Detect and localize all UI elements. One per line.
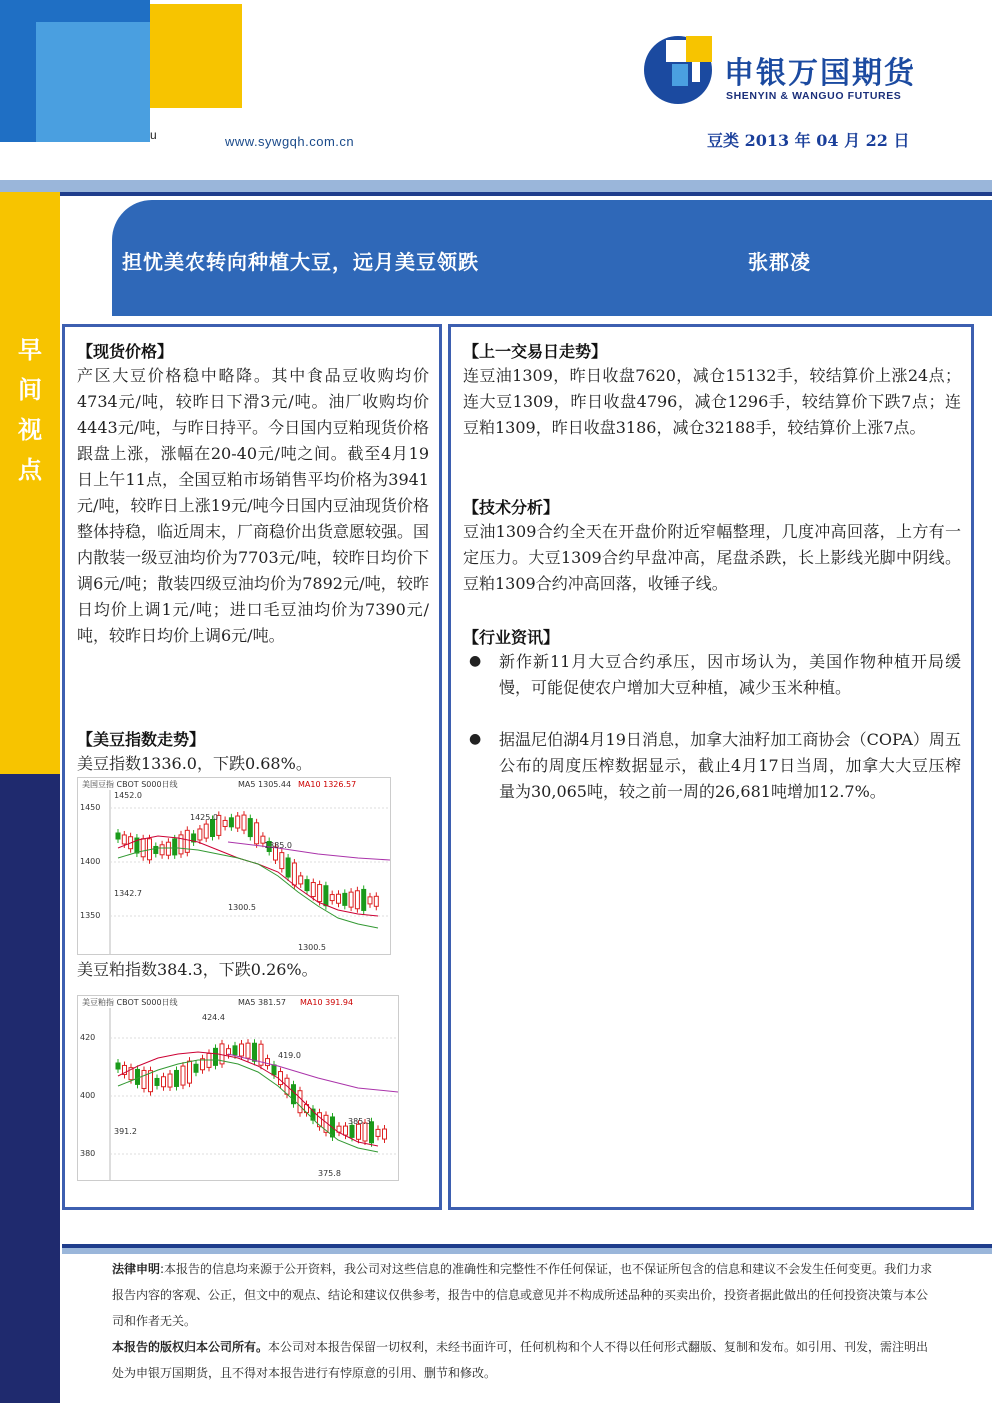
candle (166, 842, 170, 855)
soy-index-heading: 【美豆指数走势】 (77, 730, 206, 749)
logo-text-en: SHENYIN & WANGUO FUTURES (726, 90, 902, 102)
candle (160, 845, 164, 855)
candle (162, 1077, 166, 1087)
chart1-label: 1300.5 (228, 903, 256, 912)
candle (214, 1048, 218, 1065)
candle (242, 815, 246, 830)
chart1-label: 1425.0 (190, 813, 218, 822)
candle (272, 1065, 276, 1075)
candle (343, 893, 347, 905)
news-item: 据温尼伯湖4月19日消息，加拿大油籽加工商协会（COPA）周五公布的周度压榨数据显示，截止4月17日当周，加拿大大豆压榨量为30,065吨，较之前一周的26,681吨增加12.7%。 (499, 730, 961, 801)
soy-index-chart (77, 777, 391, 955)
candle (155, 1078, 159, 1085)
candle (376, 1129, 380, 1136)
bullet-icon: ● (469, 731, 482, 747)
candle (175, 1070, 179, 1086)
candle (311, 883, 315, 897)
tech-analysis-body: 豆油1309合约全天在开盘价附近窄幅整理，几度冲高回落，上方有一定压力。大豆1309合约早盘冲高，尾盘杀跌，长上影线光脚中阴线。豆粕1309合约冲高回落，收锤子线。 (463, 522, 961, 593)
candle (362, 889, 366, 910)
candle (253, 1043, 257, 1061)
candle (337, 894, 341, 903)
candle (318, 885, 322, 902)
legal-statement (112, 1256, 938, 1334)
candle (240, 1044, 244, 1056)
candle (355, 891, 359, 909)
candle (179, 835, 183, 854)
chart1-ma10: MA10 1326.57 (298, 780, 357, 789)
news-item: 新作新11月大豆合约承压，因市场认为，美国作物种植开局缓慢，可能促使农户增加大豆种植，减少玉米种植。 (499, 652, 961, 697)
chart1-label: 1342.7 (114, 889, 142, 898)
chart2-label: 424.4 (202, 1013, 225, 1022)
chart2-label: 375.8 (318, 1169, 341, 1178)
prev-day-body: 连豆油1309，昨日收盘7620，减仓15132手，较结算价上涨24点；连大豆1309，昨日收盘4796，减仓1296手，较结算价下跌7点；连豆粕1309，昨日收盘3186，减仓32188手，较结算价上涨7点。 (463, 366, 961, 437)
candle (292, 863, 296, 885)
copyright-text: 本公司对本报告保留一切权利，未经书面许可，任何机构和个人不得以任何形式翻版、复制和发布。如引用、刊发，需注明出处为申银万国期货，且不得对本报告进行有悖原意的引用、删节和修改。 (112, 1340, 929, 1380)
footer-rule-light (62, 1248, 992, 1254)
candle (255, 823, 259, 844)
candle (357, 1124, 361, 1139)
header-decor-yellow (150, 4, 242, 108)
chart2-ytick: 420 (80, 1033, 96, 1042)
chart2-title: 美豆粕指 CBOT S000日线 (82, 998, 178, 1007)
candle (198, 829, 202, 840)
chart2-label: 385.3 (348, 1117, 371, 1126)
candle (136, 1069, 140, 1084)
copyright-label: 本报告的版权归本公司所有。 (112, 1340, 269, 1354)
candle (246, 1043, 250, 1058)
spot-price-body: 产区大豆价格稳中略降。其中食品豆收购均价4734元/吨，较昨日下滑3元/吨。油厂收购均价4443元/吨，与昨日持平。今日国内豆粕现货价格跟盘上涨，涨幅在20-40元/吨之间。截至4月19日上午11点，全国豆粕市场销售平均价格为3941元/吨，较昨日上涨19元/吨今日国内豆油现货价格整体持稳，临近周末，厂商稳价出货意愿较强。国内散装一级豆油均价为7703元/吨，较昨日均价下调6元/吨；散装四级豆油均价为7892元/吨，较昨日均价上调1元/吨；进口毛豆油均价为7390元/吨，较昨日均价上调6元/吨。 (77, 366, 430, 645)
candle (116, 833, 120, 839)
report-title: 担忧美农转向种植大豆，远月美豆领跌 (122, 250, 479, 274)
legal-text: :本报告的信息均来源于公开资料，我公司对这些信息的准确性和完整性不作任何保证，也不保证所包含的信息和建议不会发生任何变更。我们力求报告内容的客观、公正，但文中的观点、结论和建议仅供参考，报告中的信息或意见并不构成所述品种的买卖出价，投资者据此做出的任何投资决策与本公司和作者无关。 (112, 1262, 933, 1328)
header-decor-lightblue (36, 22, 150, 142)
left-panel (62, 324, 442, 1210)
candle (305, 880, 309, 891)
right-panel (448, 324, 974, 1210)
candle (286, 858, 290, 877)
candle (122, 835, 126, 844)
candle (173, 839, 177, 855)
chart1-label: 1300.5 (298, 943, 326, 952)
site-url[interactable]: www.sywgqh.com.cn (225, 134, 355, 149)
meal-index-text: 美豆粕指数384.3，下跌0.26%。 (77, 960, 318, 979)
copyright-statement (112, 1334, 938, 1386)
meal-index-chart (77, 995, 399, 1181)
candle (280, 853, 284, 869)
candle (383, 1129, 387, 1139)
candle (299, 876, 303, 884)
candle (374, 896, 378, 906)
prev-day-heading: 【上一交易日走势】 (463, 342, 608, 361)
chart1-ma5: MA5 1305.44 (238, 780, 292, 789)
candle (349, 892, 353, 907)
candle (116, 1063, 120, 1069)
candle (298, 1091, 302, 1113)
chart1-ytick: 1350 (80, 911, 101, 920)
chart1-ytick: 1400 (80, 857, 101, 866)
report-date: 豆类 2013 年 04 月 22 日 (707, 131, 910, 150)
candle (233, 1046, 237, 1055)
chart2-ytick: 400 (80, 1091, 96, 1100)
candle (188, 1061, 192, 1083)
header-rule (0, 180, 992, 192)
industry-news-heading: 【行业资讯】 (463, 628, 560, 647)
chart1-label: 1385.0 (264, 841, 292, 850)
candle (350, 1125, 354, 1137)
candle (279, 1072, 283, 1085)
chart2-label: 391.2 (114, 1127, 137, 1136)
candle (344, 1126, 348, 1135)
chart2-ma10: MA10 391.94 (300, 998, 354, 1007)
side-label: 早 间 视 点 (18, 336, 42, 484)
candle (168, 1074, 172, 1087)
header-rule-dark (60, 192, 992, 196)
candle (194, 1064, 198, 1072)
candle (248, 819, 252, 837)
candle (330, 895, 334, 901)
chart2-ma5: MA5 381.57 (238, 998, 286, 1007)
legal-label: 法律申明 (112, 1262, 161, 1276)
chart1-label: 1452.0 (114, 791, 142, 800)
candle (141, 839, 145, 857)
header-small-mark: u (150, 128, 157, 142)
candle (154, 846, 158, 853)
chart1-ytick: 1450 (80, 803, 101, 812)
logo-text-cn: 申银万国期货 (724, 56, 916, 91)
side-column-blue (0, 774, 60, 1403)
candle (324, 886, 328, 906)
candle (229, 818, 233, 827)
soy-index-text: 美豆指数1336.0，下跌0.68%。 (77, 754, 312, 773)
candle (368, 897, 372, 904)
candle (236, 816, 240, 828)
chart2-ytick: 380 (80, 1149, 96, 1158)
spot-price-heading: 【现货价格】 (77, 342, 174, 361)
candle (142, 1070, 146, 1088)
chart2-label: 419.0 (278, 1051, 301, 1060)
candle (204, 824, 208, 838)
chart1-title: 美国豆指 CBOT S000日线 (82, 780, 178, 789)
header-decor-white (150, 108, 220, 180)
candle (211, 819, 215, 836)
tech-analysis-heading: 【技术分析】 (463, 498, 560, 517)
bullet-icon: ● (469, 653, 482, 669)
candle (266, 1059, 270, 1066)
report-author: 张郡凌 (748, 250, 811, 274)
candle (223, 820, 227, 826)
candle (181, 1066, 185, 1085)
